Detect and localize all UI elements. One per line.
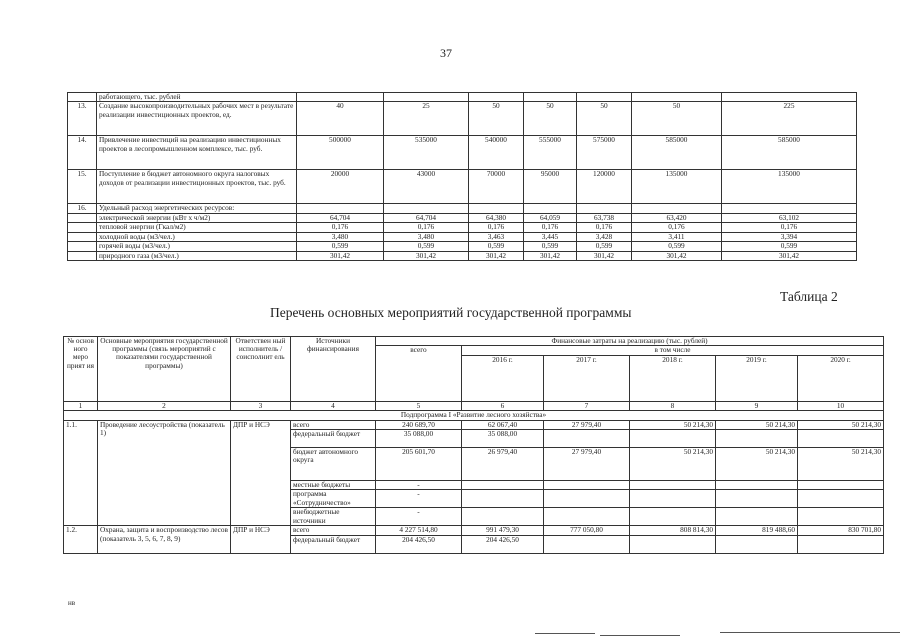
cell-value: 40 — [297, 102, 384, 136]
cell-value: 301,42 — [469, 251, 524, 261]
cell-value: 830 701,80 — [798, 526, 884, 535]
cell-value: 64,704 — [384, 213, 469, 223]
header-num: № основ ного меро прият ия — [64, 337, 98, 402]
table-row — [68, 251, 857, 261]
header-total: всего — [376, 346, 462, 401]
cell-value: 301,42 — [577, 251, 632, 261]
cell-value: 27 979,40 — [544, 448, 630, 481]
cell-value: 0,176 — [722, 223, 857, 233]
cell-value: 240 689,70 — [376, 420, 462, 429]
cell-value: 3,463 — [469, 232, 524, 242]
cell-value: 301,42 — [632, 251, 722, 261]
event-name: Проведение лесоустройства (показатель 1) — [98, 420, 231, 526]
cell-value: 0,599 — [469, 242, 524, 252]
table-row — [68, 102, 857, 136]
header-year: 2018 г. — [630, 355, 716, 401]
cell-value: 4 227 514,80 — [376, 526, 462, 535]
cell-value: 3,428 — [577, 232, 632, 242]
cell-value: 135000 — [722, 170, 857, 204]
funding-source: федеральный бюджет — [291, 430, 376, 448]
table-caption: Таблица 2 — [780, 289, 838, 304]
cell-value: 43000 — [384, 170, 469, 204]
scan-divider — [600, 635, 680, 636]
table-row — [68, 93, 857, 102]
cell-value: 0,599 — [297, 242, 384, 252]
cell-value: 50 214,30 — [798, 448, 884, 481]
cell-value: 26 979,40 — [462, 448, 544, 481]
event-responsible: ДПР и НСЭ — [231, 526, 291, 553]
header-financing: Финансовые затраты на реализацию (тыс. рублей) — [376, 337, 884, 346]
cell-value: 0,599 — [384, 242, 469, 252]
cell-value: 3,480 — [384, 232, 469, 242]
cell-value: 204 426,50 — [376, 535, 462, 553]
cell-value: 50 214,30 — [630, 448, 716, 481]
cell-value: 3,445 — [524, 232, 577, 242]
table-row — [68, 213, 857, 223]
row-label: холодной воды (м3/чел.) — [97, 232, 297, 242]
cell-value: 64,380 — [469, 213, 524, 223]
cell-value: 50 — [632, 102, 722, 136]
cell-value: 301,42 — [297, 251, 384, 261]
funding-source: федеральный бюджет — [291, 535, 376, 553]
cell-value: 555000 — [524, 136, 577, 170]
section-title: Перечень основных мероприятий государственной программы — [270, 305, 632, 320]
cell-value: 0,176 — [469, 223, 524, 233]
event-responsible: ДПР и НСЭ — [231, 420, 291, 526]
cell-value: 50 — [524, 102, 577, 136]
cell-value: 135000 — [632, 170, 722, 204]
header-event: Основные мероприятия государственной программы (связь мероприятий с показателями государственной программы) — [98, 337, 231, 402]
column-number: 6 — [462, 401, 544, 410]
row-number: 16. — [68, 204, 97, 214]
indicators-table — [67, 92, 857, 261]
funding-source: всего — [291, 420, 376, 429]
column-number: 7 — [544, 401, 630, 410]
table-row — [68, 170, 857, 204]
row-label: природного газа (м3/чел.) — [97, 251, 297, 261]
column-number: 3 — [231, 401, 291, 410]
header-year: 2019 г. — [716, 355, 798, 401]
cell-value: - — [376, 481, 462, 490]
cell-value: 575000 — [577, 136, 632, 170]
cell-value: 301,42 — [722, 251, 857, 261]
cell-value: 25 — [384, 102, 469, 136]
column-number: 10 — [798, 401, 884, 410]
cell-value: 205 601,70 — [376, 448, 462, 481]
cell-value: 27 979,40 — [544, 420, 630, 429]
cell-value: 50 214,30 — [716, 420, 798, 429]
funding-source: бюджет автономного округа — [291, 448, 376, 481]
row-label: горячей воды (м3/чел.) — [97, 242, 297, 252]
column-number-row — [64, 401, 884, 410]
cell-value: 0,176 — [297, 223, 384, 233]
cell-value: 301,42 — [524, 251, 577, 261]
cell-value: 3,411 — [632, 232, 722, 242]
cell-value: 95000 — [524, 170, 577, 204]
cell-value: 120000 — [577, 170, 632, 204]
event-number: 1.1. — [64, 420, 98, 526]
funding-source: программа «Сотрудничество» — [291, 490, 376, 508]
row-number: 15. — [68, 170, 97, 204]
column-number: 2 — [98, 401, 231, 410]
page-number: 37 — [440, 46, 452, 60]
cell-value: 777 050,80 — [544, 526, 630, 535]
cell-value: 0,599 — [632, 242, 722, 252]
cell-value: 3,394 — [722, 232, 857, 242]
cell-value: 50 — [469, 102, 524, 136]
funding-source: внебюджетные источники — [291, 508, 376, 526]
row-label: электрической энергии (кВт х ч/м2) — [97, 213, 297, 223]
header-year: 2016 г. — [462, 355, 544, 401]
header-responsible: Ответствен ный исполнитель / соисполнит ель — [231, 337, 291, 402]
cell-value: 20000 — [297, 170, 384, 204]
row-number: 13. — [68, 102, 97, 136]
cell-value: 50 214,30 — [798, 420, 884, 429]
scan-divider — [535, 633, 595, 634]
table-row — [68, 223, 857, 233]
table-row — [68, 204, 857, 214]
cell-value: 35 088,00 — [462, 430, 544, 448]
cell-value: 0,176 — [384, 223, 469, 233]
cell-value: 0,599 — [722, 242, 857, 252]
cell-value: 204 426,50 — [462, 535, 544, 553]
cell-value: 50 214,30 — [630, 420, 716, 429]
cell-value: 500000 — [297, 136, 384, 170]
cell-value: 585000 — [632, 136, 722, 170]
table-row — [68, 136, 857, 170]
cell-value: 50 — [577, 102, 632, 136]
cell-value: 819 488,60 — [716, 526, 798, 535]
cell-value: 64,059 — [524, 213, 577, 223]
table-header-row — [64, 337, 884, 346]
footer-mark: нв — [68, 599, 76, 607]
row-label: Привлечение инвестиций на реализацию инвестиционных проектов в лесопромышленном комплексе, тыс. руб. — [97, 136, 297, 170]
table-row — [68, 242, 857, 252]
subprogram-row — [64, 411, 884, 420]
cell-value: - — [376, 508, 462, 526]
column-number: 4 — [291, 401, 376, 410]
cell-value: 0,599 — [524, 242, 577, 252]
cell-value: 62 067,40 — [462, 420, 544, 429]
header-source: Источники финансирования — [291, 337, 376, 402]
cell-value: 63,102 — [722, 213, 857, 223]
cell-value: - — [376, 490, 462, 508]
cell-value: 540000 — [469, 136, 524, 170]
cell-value: 535000 — [384, 136, 469, 170]
subprogram-title: Подпрограмма I «Развитие лесного хозяйства» — [64, 411, 884, 420]
header-year: 2017 г. — [544, 355, 630, 401]
scan-divider — [720, 632, 900, 633]
cell-value: 63,738 — [577, 213, 632, 223]
cell-value: 585000 — [722, 136, 857, 170]
cell-value: 70000 — [469, 170, 524, 204]
row-label: Поступление в бюджет автономного округа налоговых доходов от реализации инвестиционных проектов, тыс. руб. — [97, 170, 297, 204]
column-number: 9 — [716, 401, 798, 410]
cell-value: 301,42 — [384, 251, 469, 261]
table-row — [68, 232, 857, 242]
measures-table — [63, 336, 884, 554]
cell-value: 35 088,00 — [376, 430, 462, 448]
cell-value: 50 214,30 — [716, 448, 798, 481]
cell-value: 3,480 — [297, 232, 384, 242]
cell-value: 63,420 — [632, 213, 722, 223]
row-label: работающего, тыс. рублей — [97, 93, 297, 102]
funding-source: всего — [291, 526, 376, 535]
cell-value: 0,176 — [577, 223, 632, 233]
column-number: 1 — [64, 401, 98, 410]
cell-value: 225 — [722, 102, 857, 136]
row-number: 14. — [68, 136, 97, 170]
row-label: тепловой энергии (Гкал/м2) — [97, 223, 297, 233]
header-year: 2020 г. — [798, 355, 884, 401]
row-label: Создание высокопроизводительных рабочих мест в результате реализации инвестиционных проектов, ед. — [97, 102, 297, 136]
event-name: Охрана, защита и воспроизводство лесов (показатель 3, 5, 6, 7, 8, 9) — [98, 526, 231, 553]
cell-value: 0,176 — [632, 223, 722, 233]
event-number: 1.2. — [64, 526, 98, 553]
column-number: 5 — [376, 401, 462, 410]
cell-value: 0,599 — [577, 242, 632, 252]
cell-value: 991 479,30 — [462, 526, 544, 535]
cell-value: 64,704 — [297, 213, 384, 223]
column-number: 8 — [630, 401, 716, 410]
cell-value: 0,176 — [524, 223, 577, 233]
funding-source: местные бюджеты — [291, 481, 376, 490]
row-label: Удельный расход энергетических ресурсов: — [97, 204, 297, 214]
cell-value: 808 814,30 — [630, 526, 716, 535]
table-row — [64, 420, 884, 429]
table-row — [64, 526, 884, 535]
header-including: в том числе — [462, 346, 884, 355]
